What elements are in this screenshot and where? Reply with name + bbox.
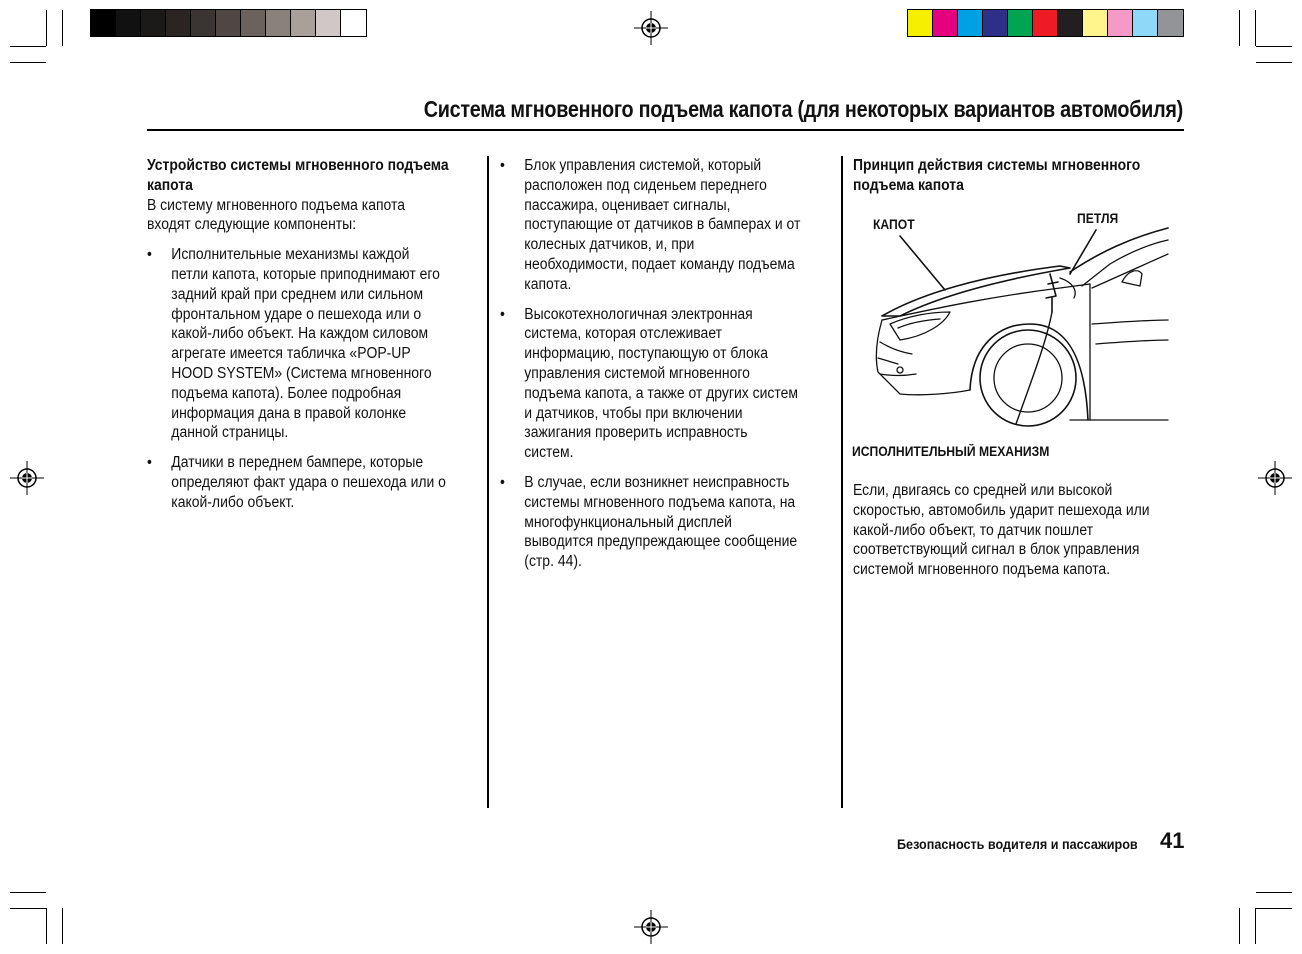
- color-swatch: [1008, 10, 1033, 36]
- crop-mark: [1255, 908, 1256, 944]
- color-swatch: [1108, 10, 1133, 36]
- list-item-line: зажигания проверить исправность: [524, 424, 748, 442]
- list-item-line: подъема капота, а также от других систем: [524, 384, 798, 402]
- color-swatch: [1033, 10, 1058, 36]
- color-swatch: [241, 10, 266, 36]
- color-swatch: [266, 10, 291, 36]
- section-heading: подъема капота: [853, 176, 964, 194]
- color-swatch: [1058, 10, 1083, 36]
- color-swatch: [141, 10, 166, 36]
- list-item-line: необходимости, подает команду подъема: [524, 255, 795, 273]
- registration-mark-icon: [1258, 461, 1292, 495]
- list-item-line: подъема капота). Более подробная: [171, 384, 402, 402]
- list-item-line: фронтальном ударе о пешехода или о: [171, 305, 422, 323]
- list-item-line: информацию, поступающую от блока: [524, 345, 768, 363]
- color-swatch: [983, 10, 1008, 36]
- crop-mark: [10, 892, 46, 893]
- component-list: [147, 245, 471, 512]
- title-underline: [147, 129, 1184, 131]
- color-swatch: [908, 10, 933, 36]
- list-item-line: информация дана в правой колонке: [171, 404, 407, 422]
- list-item: [147, 453, 471, 512]
- page-number: 41: [1160, 828, 1185, 853]
- body-text-line: скоростью, автомобиль ударит пешехода или: [853, 501, 1150, 519]
- registration-mark-icon: [634, 11, 668, 45]
- list-item-line: петли капота, которые приподнимают его: [171, 265, 440, 283]
- list-item-line: определяют факт удара о пешехода или о: [171, 473, 446, 491]
- crop-mark: [62, 908, 63, 944]
- list-item-line: В случае, если возникнет неисправность: [524, 473, 790, 491]
- list-item-line: пассажира, оценивает сигналы,: [524, 196, 731, 214]
- body-text-line: Если, двигаясь со средней или высокой: [853, 482, 1113, 499]
- color-swatch: [1158, 10, 1183, 36]
- list-item: [500, 156, 824, 295]
- crop-mark: [1256, 62, 1292, 63]
- crop-mark: [46, 10, 47, 46]
- crop-mark: [1255, 10, 1256, 46]
- crop-mark: [1239, 10, 1240, 46]
- page-title: Система мгновенного подъема капота (для некоторых вариантов автомобиля): [423, 96, 1183, 122]
- crop-mark: [1256, 46, 1292, 47]
- column-divider: [841, 156, 843, 808]
- crop-mark: [62, 10, 63, 46]
- section-heading: капота: [147, 176, 193, 194]
- crop-mark: [10, 62, 46, 63]
- body-text-line: какой-либо объект, то датчик пошлет: [853, 521, 1094, 539]
- section-heading: Устройство системы мгновенного подъема: [147, 157, 449, 174]
- column-right: [853, 156, 1193, 196]
- crop-mark: [1256, 908, 1292, 909]
- column-right-body: [853, 481, 1193, 580]
- process-color-bar: [907, 9, 1184, 37]
- column-left: [147, 156, 507, 523]
- list-item-line: какой-либо объект. На каждом силовом: [171, 325, 429, 343]
- list-item: [500, 473, 824, 572]
- color-swatch: [166, 10, 191, 36]
- list-item-line: колесных датчиков, и, при: [524, 236, 695, 254]
- crop-mark: [1239, 908, 1240, 944]
- figure-label-hood: КАПОТ: [873, 217, 915, 232]
- color-swatch: [933, 10, 958, 36]
- component-list: [500, 156, 824, 572]
- color-swatch: [291, 10, 316, 36]
- body-text-line: системой мгновенного подъема капота.: [853, 561, 1111, 579]
- list-item-line: (стр. 44).: [524, 553, 582, 571]
- bullet-icon: •: [147, 246, 152, 264]
- list-item-line: капота.: [524, 275, 572, 293]
- color-swatch: [1083, 10, 1108, 36]
- list-item-line: Датчики в переднем бампере, которые: [171, 454, 424, 472]
- list-item-line: системы мгновенного подъема капота, на: [524, 493, 796, 511]
- crop-mark: [46, 908, 47, 944]
- column-right-heading: [853, 156, 1159, 196]
- color-swatch: [191, 10, 216, 36]
- color-swatch: [91, 10, 116, 36]
- bullet-icon: •: [500, 473, 505, 491]
- section-heading: Принцип действия системы мгновенного: [853, 157, 1141, 174]
- list-item: [500, 305, 824, 463]
- column-middle-content: [500, 156, 824, 572]
- registration-mark-icon: [634, 910, 668, 944]
- color-swatch: [958, 10, 983, 36]
- crop-mark: [10, 908, 46, 909]
- column-right-body-content: [853, 481, 1159, 580]
- bullet-icon: •: [500, 305, 505, 323]
- list-item-line: система, которая отслеживает: [524, 325, 723, 343]
- column-middle: [500, 156, 860, 582]
- bullet-icon: •: [147, 454, 152, 472]
- color-swatch: [216, 10, 241, 36]
- list-item-line: управления системой мгновенного: [524, 364, 750, 382]
- list-item-line: выводится предупреждающее сообщение: [524, 533, 798, 551]
- list-item-line: Исполнительные механизмы каждой: [171, 246, 410, 264]
- list-item: [147, 245, 471, 443]
- figure-label-hinge: ПЕТЛЯ: [1077, 211, 1119, 226]
- registration-mark-icon: [10, 461, 44, 495]
- list-item-line: данной страницы.: [171, 424, 289, 442]
- column-divider: [487, 156, 489, 808]
- body-text-line: соответствующий сигнал в блок управления: [853, 541, 1140, 559]
- grayscale-color-bar: [90, 9, 367, 37]
- crop-mark: [1256, 892, 1292, 893]
- intro-text: входят следующие компоненты:: [147, 216, 357, 234]
- list-item-line: какой-либо объект.: [171, 493, 295, 511]
- list-item-line: HOOD SYSTEM» (Система мгновенного: [171, 364, 432, 382]
- list-item-line: агрегате имеется табличка «POP-UP: [171, 345, 411, 363]
- list-item-line: и датчиков, чтобы при включении: [524, 404, 743, 422]
- color-swatch: [316, 10, 341, 36]
- column-left-content: [147, 156, 471, 513]
- list-item-line: Блок управления системой, который: [524, 157, 762, 174]
- bullet-icon: •: [500, 157, 505, 174]
- color-swatch: [1133, 10, 1158, 36]
- list-item-line: расположен под сиденьем переднего: [524, 176, 767, 194]
- intro-text: В систему мгновенного подъема капота: [147, 196, 405, 214]
- list-item-line: систем.: [524, 444, 574, 462]
- list-item-line: Высокотехнологичная электронная: [524, 305, 753, 323]
- list-item-line: поступающие от датчиков в бамперах и от: [524, 216, 801, 234]
- car-front-illustration: [860, 224, 1172, 432]
- list-item-line: многофункциональный дисплей: [524, 513, 732, 531]
- footer-section-name: Безопасность водителя и пассажиров: [897, 836, 1138, 852]
- list-item-line: задний край при среднем или сильном: [171, 285, 424, 303]
- figure-label-actuator: ИСПОЛНИТЕЛЬНЫЙ МЕХАНИЗМ: [852, 444, 1050, 459]
- color-swatch: [341, 10, 366, 36]
- color-swatch: [116, 10, 141, 36]
- crop-mark: [10, 46, 46, 47]
